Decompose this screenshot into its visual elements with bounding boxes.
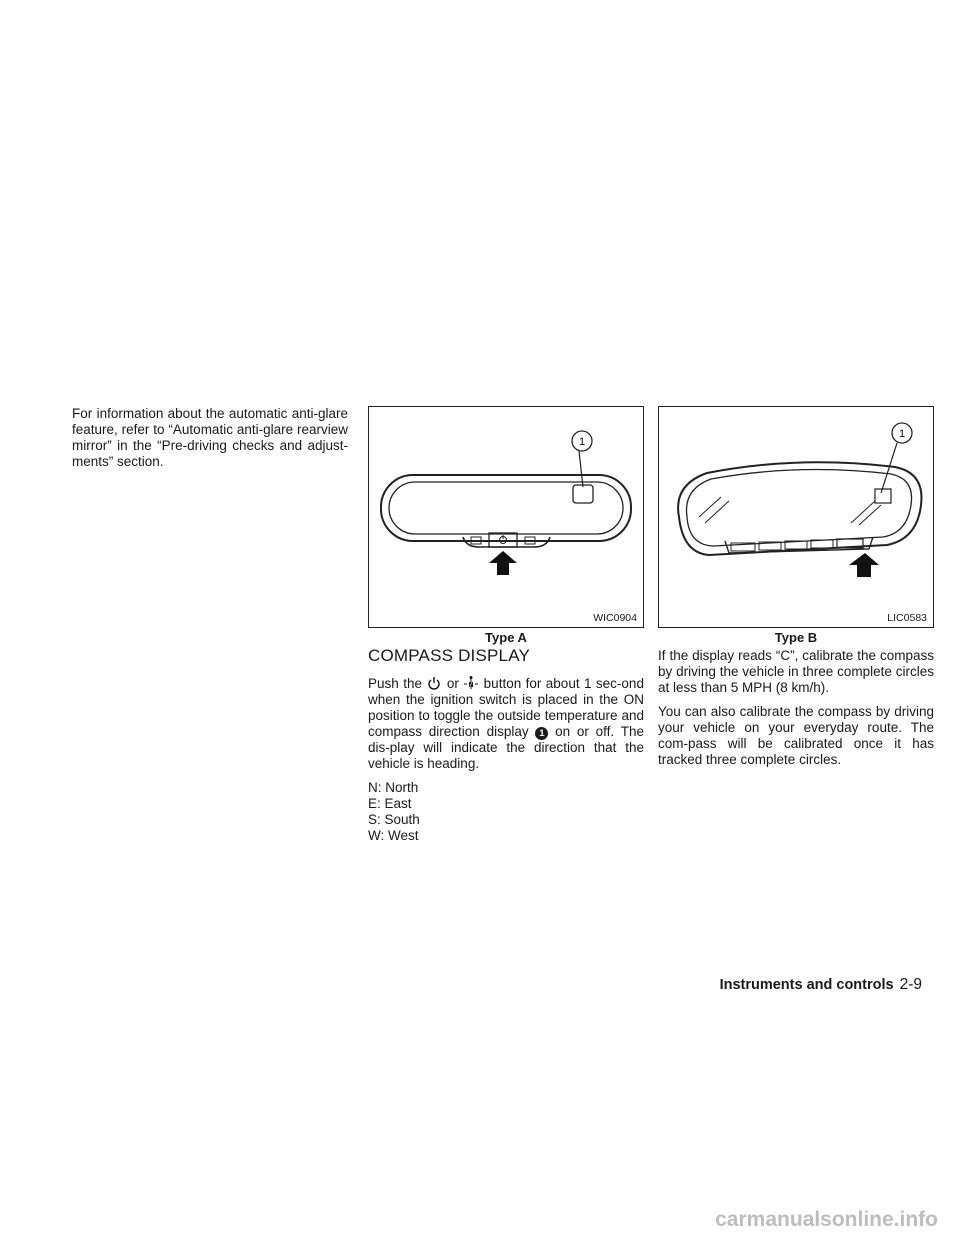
calibration-column — [658, 648, 934, 776]
direction-north: N: North — [368, 780, 419, 795]
mirror-type-b-illustration — [659, 407, 933, 627]
section-name: Instruments and controls — [719, 977, 894, 993]
pointer-arrow-a — [489, 551, 517, 575]
compass-column — [368, 648, 644, 852]
toggle-result-text: on or off. The dis-play will indicate the direction that the vehicle is heading. — [368, 724, 644, 771]
compass-n-icon — [463, 676, 479, 690]
page-number: 2-9 — [899, 976, 922, 993]
button-instruction-text: button for about 1 sec-ond when the ignition switch is placed in the ON position to toggle the outside temperature and compass direction display — [368, 676, 644, 739]
direction-south: S: South — [368, 812, 420, 827]
figure-type-a — [368, 406, 644, 628]
figure-caption-b: Type B — [774, 630, 818, 645]
section-heading: COMPASS DISPLAY — [368, 646, 531, 665]
figure-code-a: WIC0904 — [593, 612, 637, 624]
callout-number-b: 1 — [898, 428, 906, 440]
intro-column — [72, 406, 348, 478]
direction-list — [368, 780, 644, 844]
push-text: Push the — [368, 676, 422, 691]
svg-text:N: N — [468, 682, 474, 689]
intro-paragraph: For information about the automatic anti-glare feature, refer to “Automatic anti-glare rearview mirror” in the “Pre-driving checks and adjust-ments” section. — [72, 406, 348, 469]
direction-west: W: West — [368, 828, 419, 843]
power-icon — [426, 676, 442, 690]
figure-code-b: LIC0583 — [887, 612, 927, 624]
pointer-arrow-b — [849, 553, 879, 577]
callout-marker-1: 1 — [535, 727, 548, 740]
figure-type-b — [658, 406, 934, 628]
callout-number-a: 1 — [578, 436, 586, 448]
page-footer — [720, 976, 922, 994]
figure-caption-a: Type A — [485, 630, 527, 645]
watermark: carmanualsonline.info — [715, 1208, 938, 1231]
direction-east: E: East — [368, 796, 412, 811]
or-text: or — [446, 676, 459, 691]
calibration-paragraph-2: You can also calibrate the compass by driving your vehicle on your everyday route. The com-pass will be calibrated once it has tracked three complete circles. — [658, 704, 934, 767]
calibration-paragraph-1: If the display reads “C”, calibrate the compass by driving the vehicle in three complete circles at less than 5 MPH (8 km/h). — [658, 648, 934, 695]
compass-paragraph — [368, 676, 644, 772]
mirror-type-a-illustration — [369, 407, 643, 627]
